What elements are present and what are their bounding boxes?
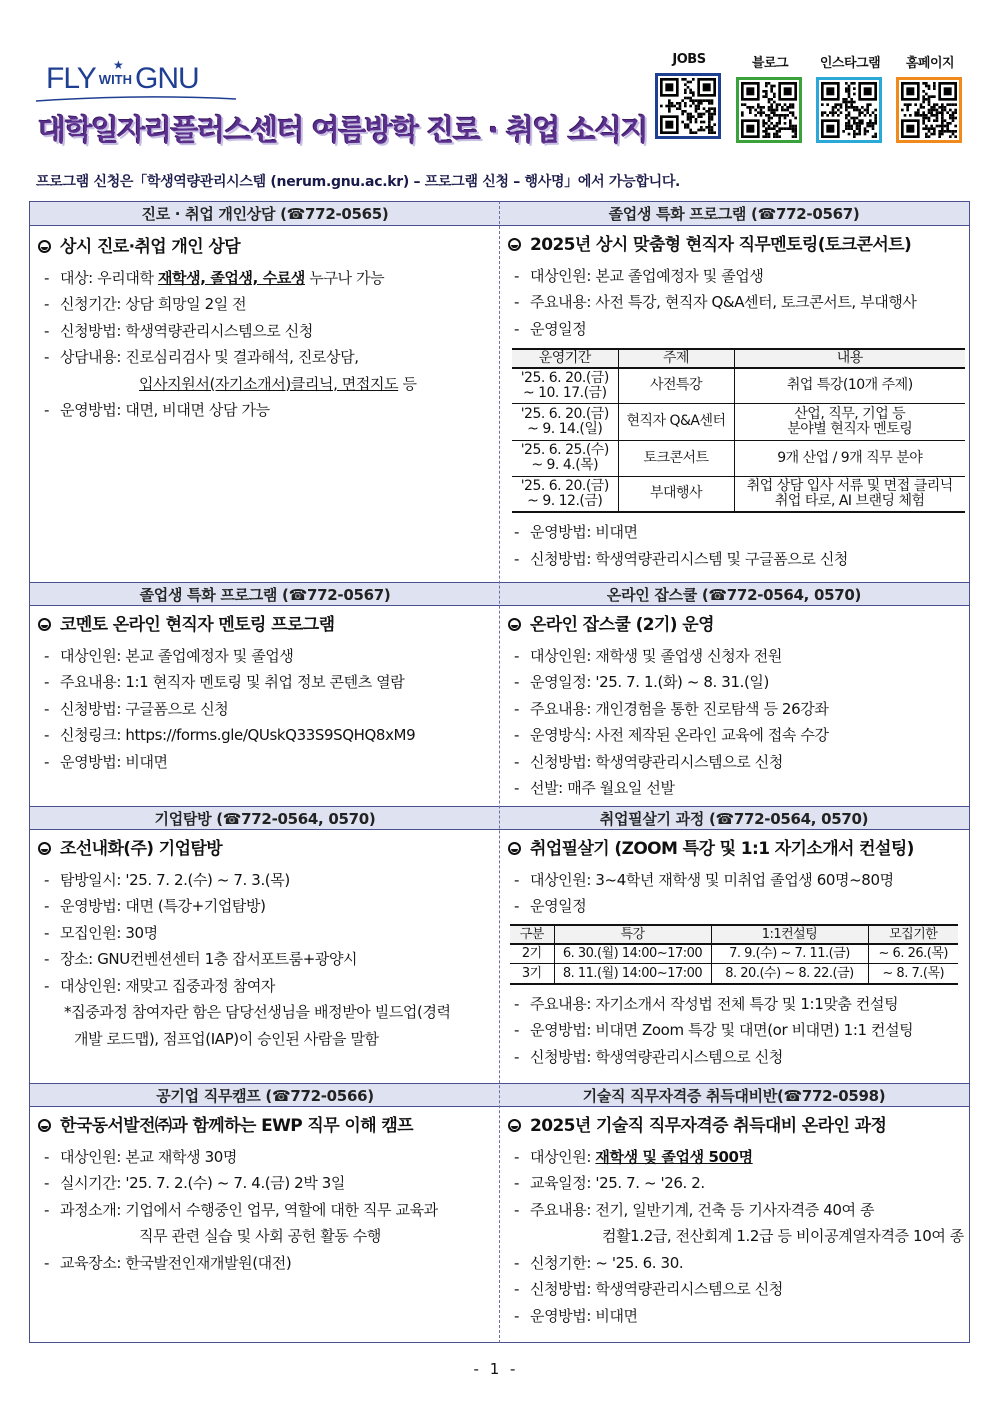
table-cell: 9개 산업 / 9개 직무 분야 bbox=[734, 440, 965, 476]
table-cell: '25. 6. 20.(금) ~ 10. 17.(금) bbox=[512, 368, 618, 403]
list-item: - 대상인원: 본교 졸업예정자 및 졸업생 bbox=[44, 646, 294, 665]
apply-link[interactable]: - 신청링크: https://forms.gle/QUskQ33S9SQHQ8xM9 bbox=[44, 726, 416, 744]
section-jobschool bbox=[508, 612, 964, 802]
list-item: - 운영방법: 대면, 비대면 상담 가능 bbox=[44, 401, 270, 419]
table-cell: 부대행사 bbox=[618, 476, 734, 512]
list-item: - 주요내용: 전기, 일반기계, 건축 등 기사자격증 40여 종 bbox=[514, 1200, 875, 1219]
section-title: 조선내화(주) 기업탐방 bbox=[38, 836, 496, 863]
list-item: - 운영일정: '25. 7. 1.(화) ~ 8. 31.(일) bbox=[514, 673, 769, 691]
column-divider bbox=[499, 201, 500, 1343]
table-cell: 취업 특강(10개 주제) bbox=[734, 368, 965, 403]
table-header: 1:1컨설팅 bbox=[711, 925, 868, 944]
table-row bbox=[510, 964, 958, 984]
list-item: - 운영방법: 비대면 bbox=[514, 1306, 638, 1325]
qr-blog[interactable] bbox=[736, 52, 804, 143]
table-cell: 6. 30.(월) 14:00~17:00 bbox=[554, 944, 711, 964]
list-item: - 신청방법: 학생역량관리시스템으로 신청 bbox=[514, 1047, 783, 1066]
list-item-continued: 컴활1.2급, 전산회계 1.2급 등 비이공계열자격증 10여 종 bbox=[602, 1227, 964, 1245]
table-cell: 2기 bbox=[510, 944, 554, 964]
list-item-continued: 직무 관련 실습 및 사회 공헌 활동 수행 bbox=[139, 1227, 381, 1245]
section-title: 온라인 잡스쿨 (2기) 운영 bbox=[508, 612, 964, 639]
section-comento bbox=[38, 612, 496, 775]
bullet-icon bbox=[38, 842, 51, 855]
qr-instagram[interactable] bbox=[816, 52, 884, 143]
list-item: - 장소: GNU컨벤션센터 1층 잡서포트룸+광양시 bbox=[44, 950, 358, 968]
table-header: 내용 bbox=[734, 349, 965, 368]
section-company-visit bbox=[38, 836, 496, 1053]
list-item-continued: 입사지원서(자기소개서)클리닉, 면접지도 등 bbox=[139, 374, 417, 393]
star-icon: ★ bbox=[113, 58, 124, 72]
list-item: - 운영방법: 비대면 Zoom 특강 및 대면(or 비대면) 1:1 컨설팅 bbox=[514, 1021, 914, 1039]
list-item: - 주요내용: 사전 특강, 현직자 Q&A센터, 토크콘서트, 부대행사 bbox=[514, 293, 917, 311]
table-header-row bbox=[512, 349, 965, 368]
list-item: - 신청방법: 구글폼으로 신청 bbox=[44, 699, 229, 718]
mentoring-schedule-table bbox=[512, 348, 965, 513]
table-header: 구분 bbox=[510, 925, 554, 944]
notice-text: 프로그램 신청은「학생역량관리시스템 (nerum.gnu.ac.kr) – 프로그램 신청 – 행사명」에서 가능합니다. bbox=[36, 174, 681, 190]
section-header: 취업필살기 과정 (☎772-0564, 0570) bbox=[599, 810, 869, 828]
table-cell: 토크콘서트 bbox=[618, 440, 734, 476]
table-row bbox=[512, 440, 965, 476]
section-counseling bbox=[38, 234, 496, 424]
table-cell: '25. 6. 20.(금) ~ 9. 12.(금) bbox=[512, 476, 618, 512]
page-number: - 1 - bbox=[473, 1360, 519, 1378]
list-item: - 운영방식: 사전 제작된 온라인 교육에 접속 수강 bbox=[514, 726, 829, 744]
table-row bbox=[510, 944, 958, 964]
list-item: - 대상인원: 재맞고 집중과정 참여자 bbox=[44, 976, 276, 995]
table-cell: ~ 8. 7.(목) bbox=[868, 964, 958, 984]
table-cell: 취업 상담 입사 서류 및 면접 클리닉 취업 타로, AI 브랜딩 체험 bbox=[734, 476, 965, 512]
table-cell: 7. 9.(수) ~ 7. 11.(금) bbox=[711, 944, 868, 964]
qr-code-icon[interactable] bbox=[655, 73, 721, 139]
list-item: - 주요내용: 개인경험을 통한 진로탐색 등 26강좌 bbox=[514, 699, 829, 718]
list-item: - 신청방법: 학생역량관리시스템으로 신청 bbox=[514, 752, 783, 771]
list-item: - 대상인원: 재학생 및 졸업생 신청자 전원 bbox=[514, 646, 782, 665]
section-title: 2025년 기술직 직무자격증 취득대비 온라인 과정 bbox=[508, 1113, 964, 1140]
table-header: 특강 bbox=[554, 925, 711, 944]
section-header: 공기업 직무캠프 (☎772-0566) bbox=[156, 1087, 374, 1105]
table-cell: ~ 6. 26.(목) bbox=[868, 944, 958, 964]
section-title: 한국동서발전㈜과 함께하는 EWP 직무 이해 캠프 bbox=[38, 1113, 496, 1140]
list-item: - 신청방법: 학생역량관리시스템 및 구글폼으로 신청 bbox=[514, 549, 849, 568]
footnote: *집중과정 참여자란 함은 담당선생님을 배정받아 빌드업(경력 bbox=[64, 1003, 451, 1021]
list-item: - 운영일정 bbox=[514, 319, 587, 338]
qr-code-icon[interactable] bbox=[736, 77, 802, 143]
table-cell: 사전특강 bbox=[618, 368, 734, 403]
list-item: - 대상인원: 재학생 및 졸업생 500명 bbox=[514, 1147, 753, 1166]
list-item: - 신청방법: 학생역량관리시스템으로 신청 bbox=[44, 321, 313, 340]
table-cell: 8. 11.(월) 14:00~17:00 bbox=[554, 964, 711, 984]
list-item: - 탐방일시: '25. 7. 2.(수) ~ 7. 3.(목) bbox=[44, 870, 290, 889]
list-item: - 과정소개: 기업에서 수행중인 업무, 역할에 대한 직무 교육과 bbox=[44, 1200, 438, 1219]
list-item: - 상담내용: 진로심리검사 및 결과해석, 진로상담, bbox=[44, 348, 359, 366]
table-cell: 8. 20.(수) ~ 8. 22.(금) bbox=[711, 964, 868, 984]
table-row bbox=[512, 476, 965, 512]
list-item: - 대상인원: 본교 재학생 30명 bbox=[44, 1147, 237, 1166]
section-title: 상시 진로·취업 개인 상담 bbox=[38, 234, 496, 261]
logo-swoosh-icon bbox=[36, 96, 236, 102]
table-cell: '25. 6. 25.(수) ~ 9. 4.(목) bbox=[512, 440, 618, 476]
bullet-icon bbox=[508, 842, 521, 855]
table-cell: 현직자 Q&A센터 bbox=[618, 403, 734, 440]
bullet-icon bbox=[38, 240, 51, 253]
bullet-icon bbox=[508, 1119, 521, 1132]
list-item: - 모집인원: 30명 bbox=[44, 923, 158, 942]
table-header: 주제 bbox=[618, 349, 734, 368]
list-item: - 교육장소: 한국발전인재개발원(대전) bbox=[44, 1253, 292, 1272]
list-item: - 교육일정: '25. 7. ~ '26. 2. bbox=[514, 1174, 705, 1192]
bullet-icon bbox=[508, 618, 521, 631]
qr-code-icon[interactable] bbox=[816, 77, 882, 143]
qr-label: 홈페이지 bbox=[905, 56, 955, 71]
list-item: - 대상인원: 본교 졸업예정자 및 졸업생 bbox=[514, 266, 764, 285]
section-title: 취업필살기 (ZOOM 특강 및 1:1 자기소개서 컨설팅) bbox=[508, 836, 964, 863]
section-header: 졸업생 특화 프로그램 (☎772-0567) bbox=[608, 205, 860, 223]
section-title: 2025년 상시 맞춤형 현직자 직무멘토링(토크콘서트) bbox=[508, 232, 964, 259]
table-row bbox=[512, 368, 965, 403]
list-item: - 신청방법: 학생역량관리시스템으로 신청 bbox=[514, 1280, 783, 1298]
section-title: 코멘토 온라인 현직자 멘토링 프로그램 bbox=[38, 612, 496, 639]
qr-label: 블로그 bbox=[751, 56, 789, 71]
section-certificate bbox=[508, 1113, 964, 1329]
list-item: - 운영방법: 비대면 bbox=[514, 523, 638, 541]
qr-jobs[interactable] bbox=[655, 52, 723, 139]
section-header: 온라인 잡스쿨 (☎772-0564, 0570) bbox=[606, 586, 862, 604]
section-header: 졸업생 특화 프로그램 (☎772-0567) bbox=[139, 586, 391, 604]
document-title: 대학일자리플러스센터 여름방학 진로 · 취업 소식지 bbox=[38, 113, 648, 147]
table-header-row bbox=[510, 925, 958, 944]
job-skill-schedule-table bbox=[510, 924, 958, 985]
list-item: - 실시기간: '25. 7. 2.(수) ~ 7. 4.(금) 2박 3일 bbox=[44, 1174, 346, 1192]
list-item: - 운영방법: 대면 (특강+기업탐방) bbox=[44, 897, 266, 915]
table-cell: '25. 6. 20.(금) ~ 9. 14.(일) bbox=[512, 403, 618, 440]
section-job-skill bbox=[508, 836, 964, 1070]
list-item: - 신청기한: ~ '25. 6. 30. bbox=[514, 1253, 684, 1272]
table-header: 운영기간 bbox=[512, 349, 618, 368]
bullet-icon bbox=[38, 1119, 51, 1132]
section-header: 기술직 직무자격증 취득대비반(☎772-0598) bbox=[582, 1087, 886, 1105]
footnote: 개발 로드맵), 점프업(IAP)이 승인된 사람을 말함 bbox=[74, 1030, 379, 1048]
table-row bbox=[512, 403, 965, 440]
qr-label: 인스타그램 bbox=[819, 56, 881, 71]
table-header: 모집기한 bbox=[868, 925, 958, 944]
list-item: - 선발: 매주 월요일 선발 bbox=[514, 779, 675, 797]
section-header: 진로 · 취업 개인상담 (☎772-0565) bbox=[141, 205, 389, 223]
table-cell: 산업, 직무, 기업 등 분야별 현직자 멘토링 bbox=[734, 403, 965, 440]
section-ewp-camp bbox=[38, 1113, 496, 1276]
qr-label: JOBS bbox=[672, 52, 706, 67]
logo-text: FLY WITH GNU bbox=[46, 62, 199, 95]
bullet-icon bbox=[508, 238, 521, 251]
qr-homepage[interactable] bbox=[896, 52, 964, 143]
qr-code-icon[interactable] bbox=[896, 77, 962, 143]
list-item: - 주요내용: 1:1 현직자 멘토링 및 취업 정보 콘텐츠 열람 bbox=[44, 673, 405, 691]
list-item: - 대상인원: 3~4학년 재학생 및 미취업 졸업생 60명~80명 bbox=[514, 870, 894, 889]
list-item: - 대상: 우리대학 재학생, 졸업생, 수료생 누구나 가능 bbox=[44, 268, 385, 287]
list-item: - 신청기간: 상담 희망일 2일 전 bbox=[44, 295, 247, 313]
list-item: - 운영일정 bbox=[514, 897, 587, 915]
section-header: 기업탐방 (☎772-0564, 0570) bbox=[154, 810, 376, 828]
table-cell: 3기 bbox=[510, 964, 554, 984]
list-item: - 주요내용: 자기소개서 작성법 전체 특강 및 1:1맞춤 컨설팅 bbox=[514, 994, 899, 1013]
section-mentoring bbox=[508, 232, 964, 572]
list-item: - 운영방법: 비대면 bbox=[44, 752, 168, 771]
bullet-icon bbox=[38, 618, 51, 631]
